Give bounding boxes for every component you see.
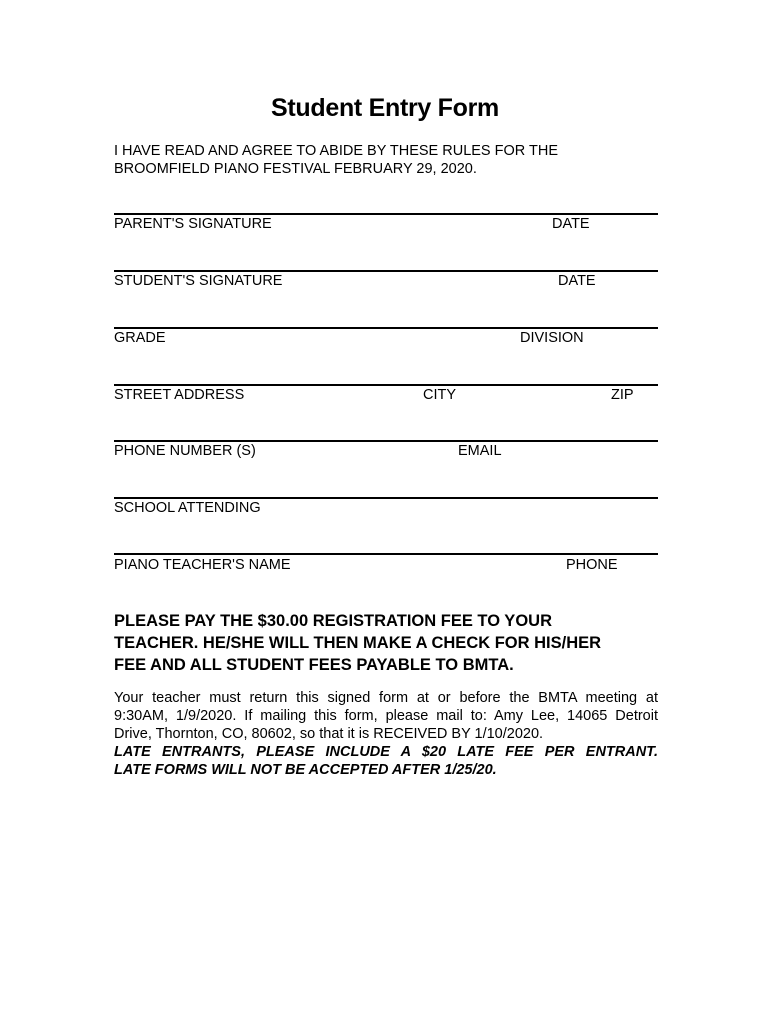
division-label: DIVISION — [520, 330, 584, 346]
piano-teacher-line[interactable] — [114, 553, 658, 555]
parent-date-label: DATE — [552, 216, 590, 232]
phone-numbers-label: PHONE NUMBER (S) — [114, 443, 256, 459]
registration-fee-notice — [114, 610, 674, 676]
address-line[interactable] — [114, 384, 658, 386]
fee-line: PLEASE PAY THE $30.00 REGISTRATION FEE TO YOUR — [114, 612, 552, 630]
student-date-label: DATE — [558, 273, 596, 289]
email-label: EMAIL — [458, 443, 502, 459]
agreement-line: I HAVE READ AND AGREE TO ABIDE BY THESE RULES FOR THE — [114, 143, 558, 159]
street-address-label: STREET ADDRESS — [114, 387, 245, 403]
instruction-line: Your teacher must return this signed form at or before the BMTA meeting at — [114, 690, 658, 706]
grade-label: GRADE — [114, 330, 166, 346]
parent-signature-label: PARENT'S SIGNATURE — [114, 216, 272, 232]
student-signature-line[interactable] — [114, 270, 658, 272]
instruction-line: Drive, Thornton, CO, 80602, so that it is RECEIVED BY 1/10/2020. — [114, 726, 544, 742]
city-label: CITY — [423, 387, 457, 403]
submission-instructions — [114, 689, 658, 779]
fee-line: FEE AND ALL STUDENT FEES PAYABLE TO BMTA. — [114, 656, 514, 674]
fee-line: TEACHER. HE/SHE WILL THEN MAKE A CHECK FOR HIS/HER — [114, 634, 602, 652]
school-line[interactable] — [114, 497, 658, 499]
late-forms-line: LATE FORMS WILL NOT BE ACCEPTED AFTER 1/25/20. — [114, 762, 497, 778]
instruction-line: 9:30AM, 1/9/2020. If mailing this form, please mail to: Amy Lee, 14065 Detroit — [114, 708, 658, 724]
agreement-statement — [114, 142, 654, 178]
teacher-phone-label: PHONE — [566, 557, 618, 573]
parent-signature-line[interactable] — [114, 213, 658, 215]
form-title: Student Entry Form — [271, 94, 499, 122]
grade-division-line[interactable] — [114, 327, 658, 329]
piano-teacher-name-label: PIANO TEACHER'S NAME — [114, 557, 291, 573]
agreement-line: BROOMFIELD PIANO FESTIVAL FEBRUARY 29, 2020. — [114, 161, 477, 177]
school-attending-label: SCHOOL ATTENDING — [114, 500, 261, 516]
zip-label: ZIP — [611, 387, 634, 403]
student-signature-label: STUDENT'S SIGNATURE — [114, 273, 283, 289]
late-fee-line: LATE ENTRANTS, PLEASE INCLUDE A $20 LATE FEE PER ENTRANT. — [114, 744, 658, 760]
phone-email-line[interactable] — [114, 440, 658, 442]
